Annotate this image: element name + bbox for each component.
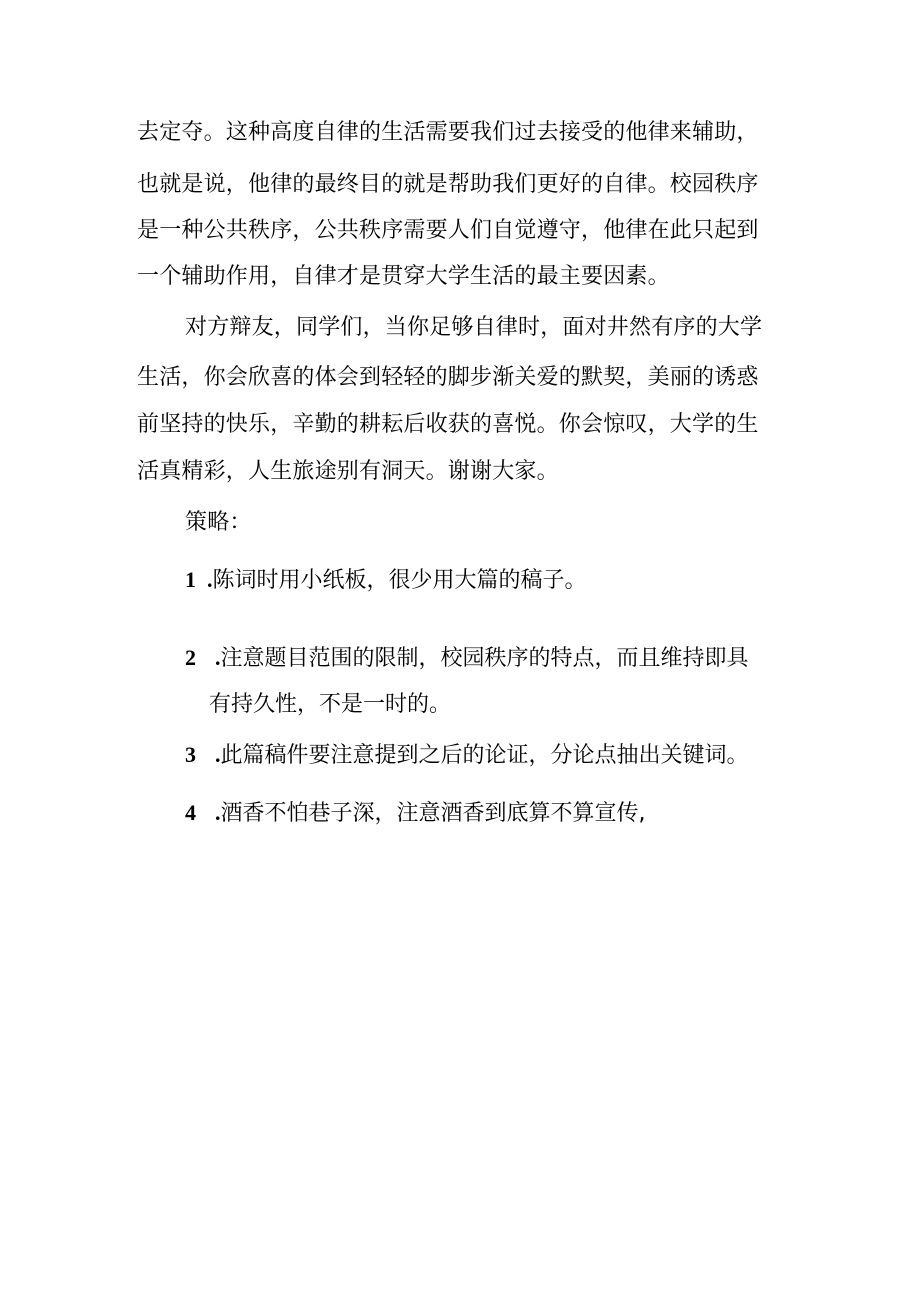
- strategy-item-dot: .: [207, 567, 213, 592]
- strategy-item-dot: .: [215, 742, 221, 767]
- paragraph-2-line-3: 前坚持的快乐，辛勤的耕耘后收获的喜悦。你会惊叹，大学的生: [137, 412, 759, 437]
- strategy-item-4: [185, 798, 646, 829]
- paragraph-2-line-4: 活真精彩，人生旅途别有洞天。谢谢大家。: [137, 459, 559, 484]
- paragraph-1-line-4: 一个辅助作用，自律才是贯穿大学生活的最主要因素。: [137, 264, 670, 289]
- strategy-heading: 策略：: [185, 510, 252, 535]
- paragraph-1-line-2: 也就是说，他律的最终目的就是帮助我们更好的自律。校园秩序: [137, 172, 759, 197]
- paragraph-1-line-1: 去定夺。这种高度自律的生活需要我们过去接受的他律来辅助，: [137, 120, 759, 145]
- strategy-item-number: 1: [185, 567, 196, 592]
- strategy-item-dot: .: [215, 800, 221, 825]
- paragraph-2-line-2: 生活，你会欣喜的体会到轻轻的脚步渐关爱的默契，美丽的诱惑: [137, 365, 759, 390]
- strategy-item-number: 4: [185, 800, 196, 825]
- strategy-item-text: 陈词时用小纸板，很少用大篇的稿子。: [212, 568, 587, 593]
- strategy-item-2-continuation: 有持久性，不是一时的。: [209, 692, 452, 717]
- strategy-item-text: 酒香不怕巷子深，注意酒香到底算不算宣传,: [220, 801, 646, 826]
- strategy-item-text: 注意题目范围的限制，校园秩序的特点，而且维持即具: [220, 646, 749, 671]
- strategy-item-2: [185, 643, 749, 674]
- strategy-item-3: [185, 740, 749, 771]
- strategy-item-number: 2: [185, 645, 196, 670]
- paragraph-2-line-1: 对方辩友，同学们，当你足够自律时，面对井然有序的大学: [185, 315, 763, 340]
- paragraph-1-line-3: 是一种公共秩序，公共秩序需要人们自觉遵守，他律在此只起到: [137, 218, 759, 243]
- strategy-item-1: [185, 565, 587, 596]
- strategy-item-text: 此篇稿件要注意提到之后的论证，分论点抽出关键词。: [220, 743, 749, 768]
- strategy-item-number: 3: [185, 742, 196, 767]
- strategy-item-dot: .: [215, 645, 221, 670]
